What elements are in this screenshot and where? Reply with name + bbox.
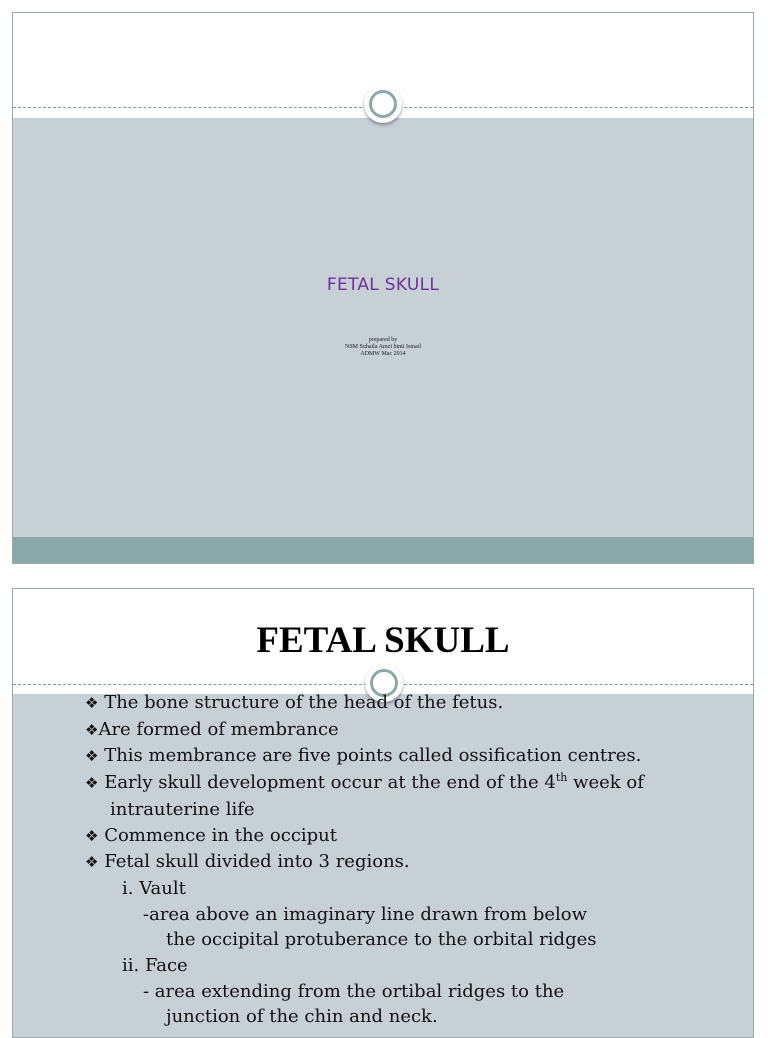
region-description: the occipital protuberance to the orbital ridges bbox=[166, 929, 597, 951]
footer-band bbox=[13, 537, 753, 564]
diamond-bullet-icon: ❖ bbox=[85, 720, 99, 739]
ring-ornament-icon bbox=[364, 85, 402, 123]
region-description: junction of the chin and neck. bbox=[166, 1006, 438, 1028]
list-item-continuation: intrauterine life bbox=[110, 798, 255, 820]
credit-line: prepared by bbox=[368, 337, 398, 343]
bullet-list bbox=[85, 690, 725, 1030]
diamond-bullet-icon: ❖ bbox=[85, 853, 99, 872]
list-item: ❖ Fetal skull divided into 3 regions. bbox=[85, 851, 410, 873]
region-heading: ii. Face bbox=[122, 955, 188, 977]
credit-line: NSM Suhaila Amzi binti Ismail bbox=[345, 344, 421, 350]
diamond-bullet-icon: ❖ bbox=[85, 826, 99, 845]
content-band bbox=[13, 118, 753, 537]
diamond-bullet-icon: ❖ bbox=[85, 694, 99, 712]
diamond-bullet-icon: ❖ bbox=[85, 747, 99, 766]
title-slide bbox=[12, 12, 754, 564]
slide-title: FETAL SKULL bbox=[326, 275, 440, 295]
region-description: -area above an imaginary line drawn from below bbox=[143, 903, 587, 925]
content-slide bbox=[12, 588, 754, 1038]
list-item: ❖Are formed of membrance bbox=[85, 718, 339, 740]
diamond-bullet-icon: ❖ bbox=[85, 774, 99, 793]
list-item: ❖ Commence in the occiput bbox=[85, 824, 338, 846]
list-item: ❖ This membrance are five points called ossification centres. bbox=[85, 745, 642, 767]
list-item: ❖ Early skull development occur at the end of the 4th week of bbox=[85, 771, 644, 794]
list-item: ❖ The bone structure of the head of the fetus. bbox=[85, 692, 504, 713]
region-description: - area extending from the ortibal ridges to the bbox=[143, 980, 565, 1002]
credits bbox=[13, 337, 753, 358]
credit-line: ADMW Mac 2014 bbox=[360, 351, 406, 357]
slide-title: FETAL SKULL bbox=[256, 620, 510, 661]
region-heading: i. Vault bbox=[122, 877, 186, 899]
